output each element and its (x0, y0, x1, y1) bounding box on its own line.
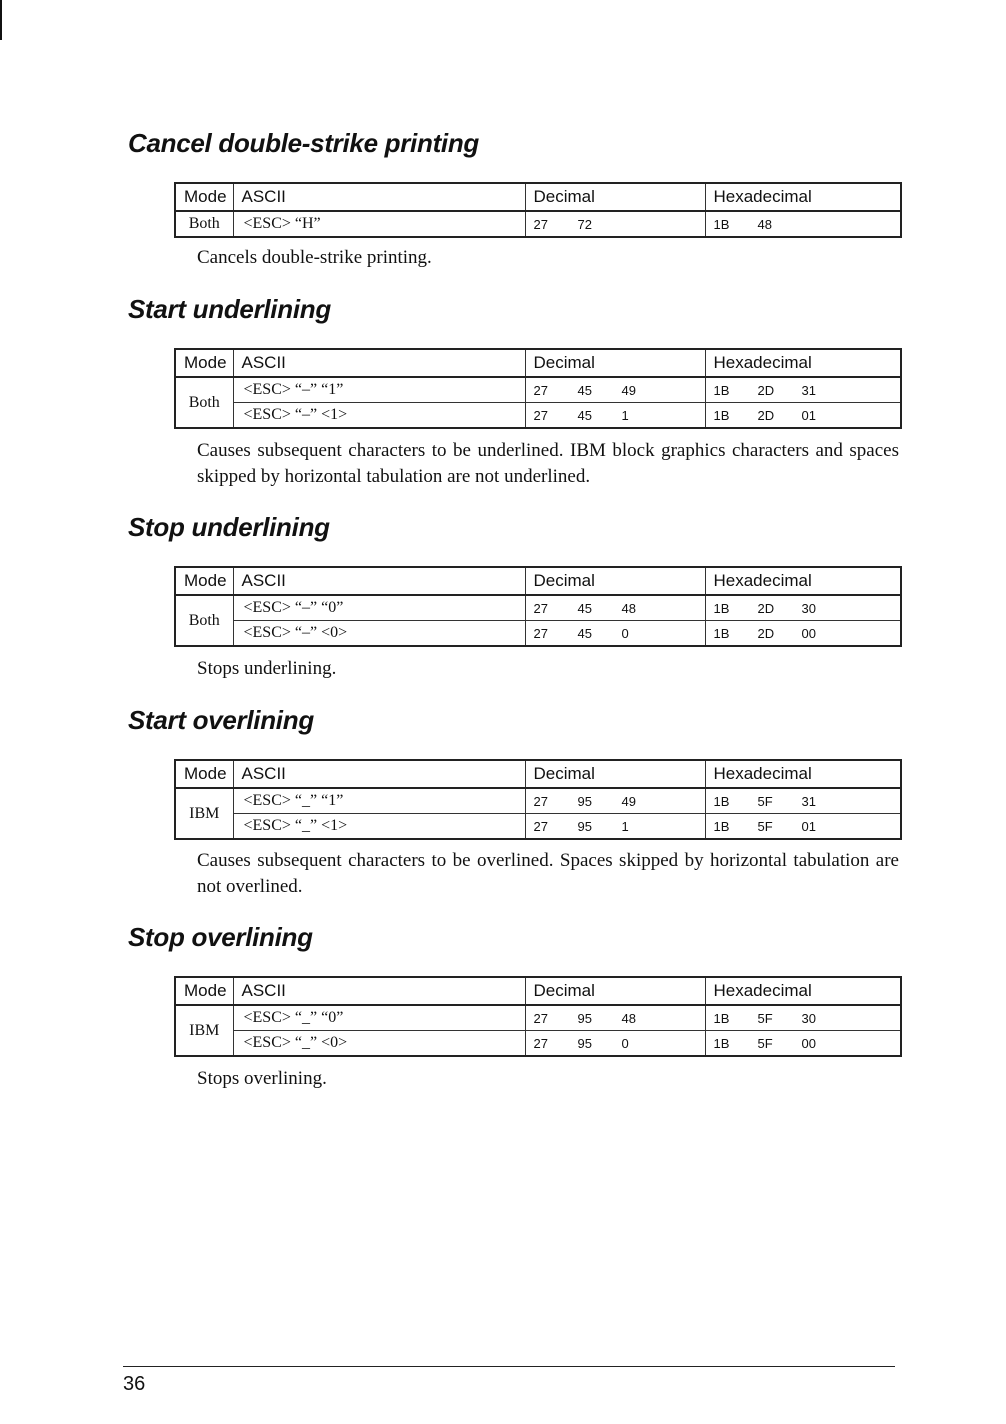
hex-value: 1B (713, 600, 730, 616)
hex-cell (705, 211, 901, 237)
mode-header: Mode (175, 977, 233, 1005)
command-table (174, 182, 902, 238)
hex-value: 5F (757, 1010, 773, 1026)
section-description: Causes subsequent characters to be underlined. IBM block graphics characters and spaces skipped by horizontal tabulation are not underlined. (197, 440, 899, 487)
table-row (175, 788, 901, 814)
mode-cell: Both (175, 377, 233, 428)
hex-value: 1B (713, 793, 730, 809)
decimal-value: 45 (577, 625, 592, 641)
hex-value: 1B (713, 407, 730, 423)
hex-value: 1B (713, 216, 730, 232)
section-description: Stops underlining. (197, 658, 337, 679)
hex-cell (705, 377, 901, 403)
decimal-header: Decimal (525, 977, 705, 1005)
hex-value: 5F (757, 1035, 773, 1051)
hex-value: 1B (713, 1010, 730, 1026)
hex-value: 31 (801, 793, 816, 809)
table-row (175, 814, 901, 840)
decimal-value: 0 (621, 625, 629, 641)
hex-value: 01 (801, 818, 816, 834)
decimal-header: Decimal (525, 183, 705, 211)
mode-header: Mode (175, 760, 233, 788)
section-title: Cancel double-strike printing (128, 128, 480, 158)
decimal-value: 49 (621, 382, 636, 398)
decimal-value: 95 (577, 818, 592, 834)
ascii-header: ASCII (233, 977, 525, 1005)
hex-value: 2D (757, 407, 775, 423)
hexadecimal-header: Hexadecimal (705, 349, 901, 377)
hex-value: 30 (801, 600, 816, 616)
hex-value: 01 (801, 407, 816, 423)
ascii-cell: <ESC> “–” “0” (233, 595, 525, 621)
table-row (175, 621, 901, 647)
hex-value: 1B (713, 1035, 730, 1051)
decimal-value: 27 (533, 1010, 548, 1026)
hexadecimal-header: Hexadecimal (705, 760, 901, 788)
decimal-value: 27 (533, 600, 548, 616)
decimal-value: 48 (621, 1010, 636, 1026)
ascii-header: ASCII (233, 183, 525, 211)
mode-cell: IBM (175, 788, 233, 839)
hex-value: 1B (713, 818, 730, 834)
decimal-value: 95 (577, 1010, 592, 1026)
hexadecimal-header: Hexadecimal (705, 977, 901, 1005)
decimal-cell (525, 211, 705, 237)
decimal-value: 45 (577, 407, 592, 423)
decimal-value: 1 (621, 407, 629, 423)
footer-rule (123, 1366, 895, 1367)
hex-value: 2D (757, 625, 775, 641)
decimal-value: 95 (577, 1035, 592, 1051)
table-row (175, 377, 901, 403)
mode-header: Mode (175, 349, 233, 377)
decimal-header: Decimal (525, 760, 705, 788)
ascii-cell: <ESC> “_” <0> (233, 1031, 525, 1057)
ascii-header: ASCII (233, 760, 525, 788)
hex-cell (705, 1005, 901, 1031)
table-header-row (175, 567, 901, 595)
hex-value: 5F (757, 793, 773, 809)
decimal-cell (525, 403, 705, 429)
decimal-value: 27 (533, 625, 548, 641)
hex-value: 5F (757, 818, 773, 834)
decimal-value: 27 (533, 216, 548, 232)
page-number: 36 (123, 1373, 146, 1395)
hex-value: 48 (757, 216, 772, 232)
table-header-row (175, 183, 901, 211)
hexadecimal-header: Hexadecimal (705, 567, 901, 595)
decimal-value: 27 (533, 793, 548, 809)
decimal-value: 72 (577, 216, 592, 232)
table-row (175, 595, 901, 621)
table-header-row (175, 760, 901, 788)
mode-cell: Both (175, 211, 233, 237)
mode-header: Mode (175, 567, 233, 595)
section-title: Stop overlining (128, 922, 313, 952)
hex-value: 2D (757, 382, 775, 398)
decimal-value: 27 (533, 1035, 548, 1051)
decimal-value: 27 (533, 407, 548, 423)
section-title: Start overlining (128, 705, 314, 735)
decimal-value: 49 (621, 793, 636, 809)
command-table (174, 976, 902, 1057)
command-table (174, 348, 902, 429)
ascii-cell: <ESC> “_” “1” (233, 788, 525, 814)
decimal-value: 0 (621, 1035, 629, 1051)
decimal-cell (525, 621, 705, 647)
mode-cell: IBM (175, 1005, 233, 1056)
decimal-value: 1 (621, 818, 629, 834)
section-description: Causes subsequent characters to be overlined. Spaces skipped by horizontal tabulation are not overlined. (197, 850, 899, 897)
hex-value: 2D (757, 600, 775, 616)
table-row (175, 1005, 901, 1031)
ascii-cell: <ESC> “–” “1” (233, 377, 525, 403)
hex-value: 00 (801, 625, 816, 641)
hex-cell (705, 621, 901, 647)
hex-cell (705, 1031, 901, 1057)
section-title: Stop underlining (128, 512, 330, 542)
decimal-value: 27 (533, 382, 548, 398)
ascii-cell: <ESC> “_” <1> (233, 814, 525, 840)
decimal-header: Decimal (525, 567, 705, 595)
hexadecimal-header: Hexadecimal (705, 183, 901, 211)
hex-cell (705, 814, 901, 840)
hex-value: 1B (713, 382, 730, 398)
table-header-row (175, 349, 901, 377)
command-table (174, 566, 902, 647)
hex-cell (705, 403, 901, 429)
decimal-value: 95 (577, 793, 592, 809)
decimal-cell (525, 814, 705, 840)
command-table (174, 759, 902, 840)
ascii-header: ASCII (233, 567, 525, 595)
hex-value: 00 (801, 1035, 816, 1051)
ascii-cell: <ESC> “_” “0” (233, 1005, 525, 1031)
ascii-cell: <ESC> “H” (233, 211, 525, 237)
decimal-cell (525, 595, 705, 621)
ascii-cell: <ESC> “–” <1> (233, 403, 525, 429)
table-row (175, 403, 901, 429)
table-header-row (175, 977, 901, 1005)
hex-cell (705, 788, 901, 814)
decimal-cell (525, 1031, 705, 1057)
mode-header: Mode (175, 183, 233, 211)
section-title: Start underlining (128, 294, 331, 324)
decimal-value: 45 (577, 382, 592, 398)
decimal-cell (525, 788, 705, 814)
scan-edge-mark (0, 0, 2, 40)
table-row (175, 1031, 901, 1057)
decimal-value: 27 (533, 818, 548, 834)
ascii-cell: <ESC> “–” <0> (233, 621, 525, 647)
decimal-cell (525, 377, 705, 403)
hex-value: 1B (713, 625, 730, 641)
section-description: Stops overlining. (197, 1068, 327, 1089)
hex-value: 30 (801, 1010, 816, 1026)
mode-cell: Both (175, 595, 233, 646)
decimal-header: Decimal (525, 349, 705, 377)
ascii-header: ASCII (233, 349, 525, 377)
decimal-value: 45 (577, 600, 592, 616)
section-description: Cancels double-strike printing. (197, 247, 432, 268)
hex-value: 31 (801, 382, 816, 398)
table-row (175, 211, 901, 237)
decimal-cell (525, 1005, 705, 1031)
decimal-value: 48 (621, 600, 636, 616)
hex-cell (705, 595, 901, 621)
